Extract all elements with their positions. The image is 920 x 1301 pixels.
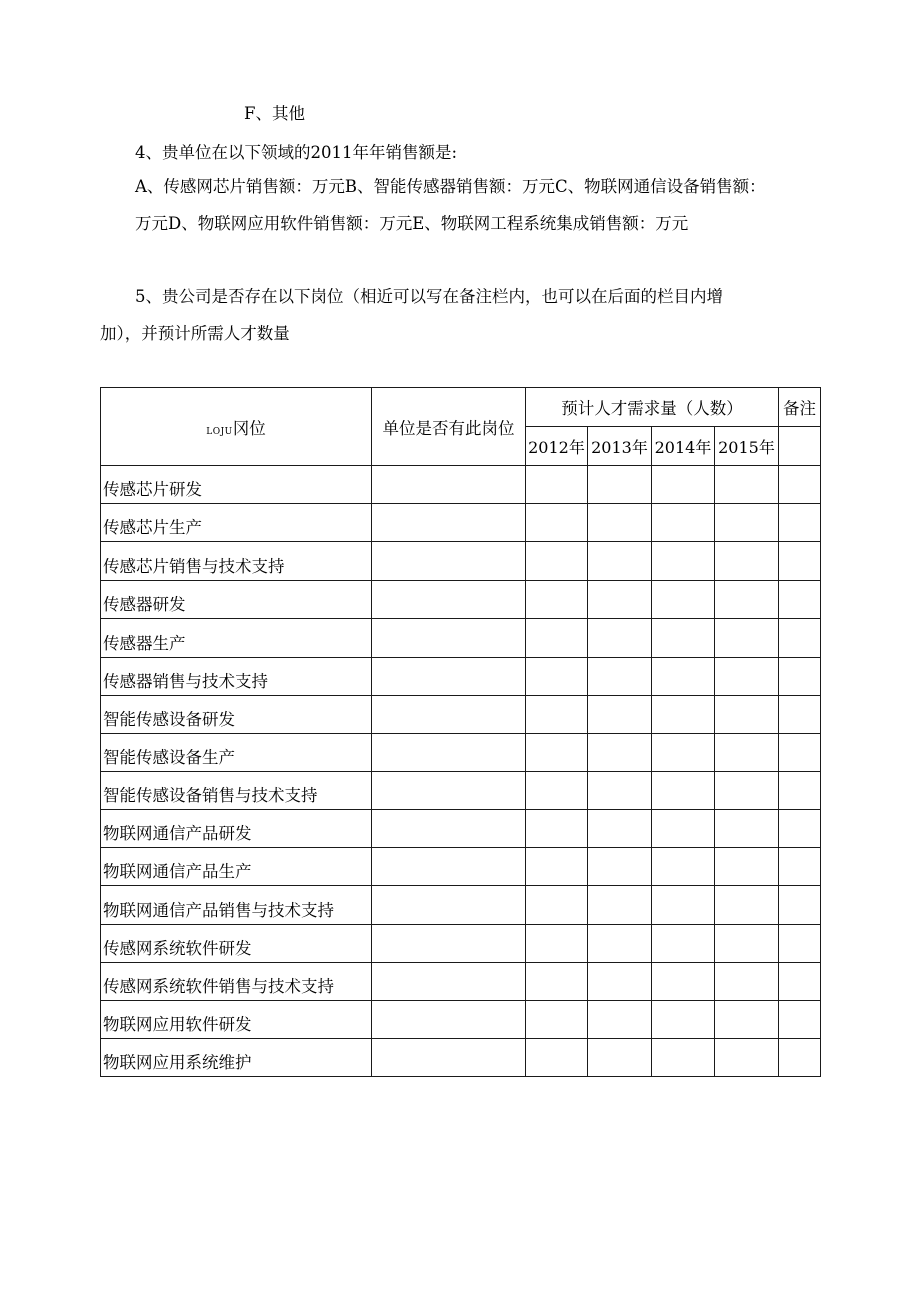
demand-2015-cell[interactable] [715,542,779,581]
demand-2014-cell[interactable] [652,772,715,810]
question-5-line-2: 加），并预计所需人才数量 [100,324,290,343]
demand-2013-cell[interactable] [588,848,652,886]
remarks-cell[interactable] [779,810,821,848]
has-position-cell[interactable] [372,581,526,619]
table-row [101,1001,821,1039]
remarks-subheader-cell [779,427,821,466]
demand-2013-cell[interactable] [588,658,652,696]
demand-2015-cell[interactable] [715,886,779,925]
table-row [101,696,821,734]
remarks-cell[interactable] [779,696,821,734]
has-position-header: 单位是否有此岗位 [372,388,526,466]
question-4-text: 4、贵单位在以下领域的2011年年销售额是: [135,143,458,162]
demand-2012-cell[interactable] [526,963,588,1001]
talent-demand-table [100,387,821,1077]
remarks-cell[interactable] [779,1001,821,1039]
position-name-cell: 传感网系统软件研发 [101,925,372,963]
demand-2013-cell[interactable] [588,696,652,734]
demand-2013-cell[interactable] [588,1001,652,1039]
demand-2013-cell[interactable] [588,619,652,658]
position-name-cell: 物联网通信产品销售与技术支持 [101,886,372,925]
demand-2013-cell[interactable] [588,504,652,542]
has-position-cell[interactable] [372,1001,526,1039]
has-position-cell[interactable] [372,886,526,925]
demand-2015-cell[interactable] [715,734,779,772]
table-row [101,542,821,581]
remarks-cell[interactable] [779,772,821,810]
demand-2014-cell[interactable] [652,1001,715,1039]
remarks-cell[interactable] [779,848,821,886]
demand-2012-cell[interactable] [526,696,588,734]
remarks-cell[interactable] [779,466,821,504]
demand-2012-cell[interactable] [526,810,588,848]
demand-2013-cell[interactable] [588,542,652,581]
demand-2013-cell[interactable] [588,963,652,1001]
year-header-2014: 2014年 [652,427,715,466]
table-row [101,504,821,542]
remarks-cell[interactable] [779,581,821,619]
position-name-cell: 物联网通信产品研发 [101,810,372,848]
remarks-cell[interactable] [779,963,821,1001]
demand-2015-cell[interactable] [715,848,779,886]
position-header-mark: LOJU [206,426,233,437]
position-name-cell: 传感芯片生产 [101,504,372,542]
remarks-cell[interactable] [779,504,821,542]
demand-2012-cell[interactable] [526,886,588,925]
position-name-cell: 智能传感设备研发 [101,696,372,734]
has-position-cell[interactable] [372,696,526,734]
demand-2014-cell[interactable] [652,542,715,581]
demand-2014-cell[interactable] [652,1039,715,1077]
demand-2015-cell[interactable] [715,925,779,963]
demand-2013-cell[interactable] [588,734,652,772]
has-position-cell[interactable] [372,542,526,581]
table-row [101,619,821,658]
demand-2013-cell[interactable] [588,925,652,963]
table-row [101,466,821,504]
year-header-2012: 2012年 [526,427,588,466]
demand-2012-cell[interactable] [526,658,588,696]
table-row [101,1039,821,1077]
table-row [101,772,821,810]
demand-2012-cell[interactable] [526,925,588,963]
question-5-line-1: 5、贵公司是否存在以下岗位（相近可以写在备注栏内，也可以在后面的栏目内增 [135,287,723,306]
position-name-cell: 传感器销售与技术支持 [101,658,372,696]
position-name-cell: 传感芯片研发 [101,466,372,504]
table-row [101,848,821,886]
remarks-cell[interactable] [779,1039,821,1077]
has-position-cell[interactable] [372,504,526,542]
position-name-cell: 传感器研发 [101,581,372,619]
demand-2013-cell[interactable] [588,581,652,619]
demand-2012-cell[interactable] [526,504,588,542]
demand-2012-cell[interactable] [526,619,588,658]
remarks-cell[interactable] [779,734,821,772]
has-position-cell[interactable] [372,658,526,696]
demand-2012-cell[interactable] [526,734,588,772]
demand-2015-cell[interactable] [715,581,779,619]
demand-2014-cell[interactable] [652,963,715,1001]
has-position-cell[interactable] [372,925,526,963]
table-row [101,810,821,848]
position-name-cell: 传感器生产 [101,619,372,658]
demand-2012-cell[interactable] [526,1001,588,1039]
demand-2015-cell[interactable] [715,1001,779,1039]
demand-2014-cell[interactable] [652,696,715,734]
option-f-text: F、其他 [244,104,305,123]
question-4-line-2: 万元D、物联网应用软件销售额：万元E、物联网工程系统集成销售额：万元 [135,214,689,233]
demand-2012-cell[interactable] [526,542,588,581]
position-name-cell: 智能传感设备销售与技术支持 [101,772,372,810]
table-row [101,581,821,619]
has-position-cell[interactable] [372,1039,526,1077]
table-row [101,963,821,1001]
demand-2013-cell[interactable] [588,886,652,925]
has-position-cell[interactable] [372,848,526,886]
has-position-cell[interactable] [372,810,526,848]
demand-2012-cell[interactable] [526,466,588,504]
demand-2012-cell[interactable] [526,772,588,810]
demand-2014-cell[interactable] [652,925,715,963]
has-position-cell[interactable] [372,734,526,772]
demand-2015-cell[interactable] [715,810,779,848]
position-name-cell: 物联网应用软件研发 [101,1001,372,1039]
demand-2015-cell[interactable] [715,466,779,504]
position-name-cell: 物联网应用系统维护 [101,1039,372,1077]
has-position-cell[interactable] [372,466,526,504]
demand-2013-cell[interactable] [588,1039,652,1077]
demand-2014-cell[interactable] [652,734,715,772]
has-position-cell[interactable] [372,619,526,658]
demand-2012-cell[interactable] [526,1039,588,1077]
year-header-2013: 2013年 [588,427,652,466]
year-header-2015: 2015年 [715,427,779,466]
demand-2015-cell[interactable] [715,658,779,696]
remarks-cell[interactable] [779,925,821,963]
demand-2015-cell[interactable] [715,772,779,810]
table-row [101,886,821,925]
remarks-cell[interactable] [779,658,821,696]
position-header-label: 冈位 [232,418,266,438]
remarks-cell[interactable] [779,886,821,925]
demand-2014-cell[interactable] [652,619,715,658]
table-row [101,925,821,963]
position-header [101,388,372,466]
table-row [101,658,821,696]
position-name-cell: 智能传感设备生产 [101,734,372,772]
remarks-cell[interactable] [779,619,821,658]
demand-2014-cell[interactable] [652,581,715,619]
demand-2013-cell[interactable] [588,810,652,848]
demand-2015-cell[interactable] [715,963,779,1001]
position-name-cell: 传感网系统软件销售与技术支持 [101,963,372,1001]
demand-2015-cell[interactable] [715,619,779,658]
demand-2014-cell[interactable] [652,504,715,542]
demand-2013-cell[interactable] [588,466,652,504]
demand-2014-cell[interactable] [652,658,715,696]
position-name-cell: 传感芯片销售与技术支持 [101,542,372,581]
demand-2015-cell[interactable] [715,1039,779,1077]
demand-2012-cell[interactable] [526,848,588,886]
demand-2014-cell[interactable] [652,466,715,504]
demand-2014-cell[interactable] [652,886,715,925]
demand-2015-cell[interactable] [715,696,779,734]
table-row [101,734,821,772]
forecast-header: 预计人才需求量（人数） [526,388,779,427]
has-position-cell[interactable] [372,772,526,810]
demand-2012-cell[interactable] [526,581,588,619]
position-name-cell: 物联网通信产品生产 [101,848,372,886]
question-4-line-1: A、传感网芯片销售额：万元B、智能传感器销售额：万元C、物联网通信设备销售额： [135,177,766,196]
demand-2014-cell[interactable] [652,810,715,848]
remarks-cell[interactable] [779,542,821,581]
remarks-header: 备注 [779,388,821,427]
demand-2013-cell[interactable] [588,772,652,810]
demand-2014-cell[interactable] [652,848,715,886]
has-position-cell[interactable] [372,963,526,1001]
demand-2015-cell[interactable] [715,504,779,542]
